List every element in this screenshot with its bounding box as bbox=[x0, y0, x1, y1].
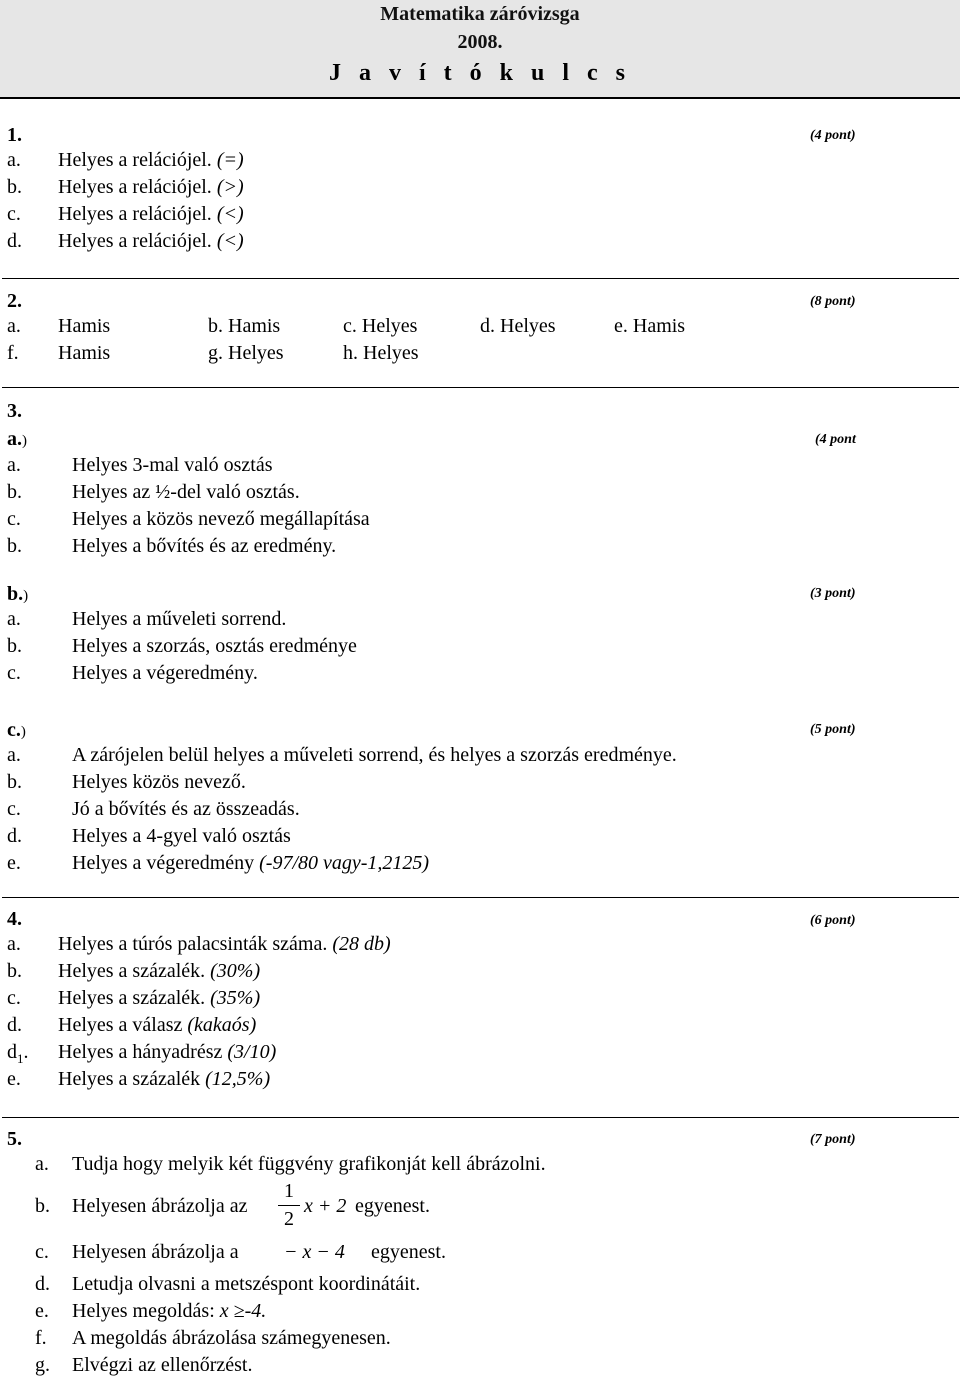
s3a-label: a.) bbox=[7, 428, 27, 450]
s2-cell: c. Helyes bbox=[343, 315, 418, 337]
s3a-item-text: Helyes 3-mal való osztás bbox=[72, 454, 273, 476]
s5-item-text: Letudja olvasni a metszéspont koordinátáit. bbox=[72, 1273, 421, 1295]
s4-item-text: Helyes a százalék (12,5%) bbox=[58, 1068, 271, 1090]
section-5-number: 5. bbox=[7, 1128, 22, 1150]
section-divider bbox=[2, 278, 959, 279]
s3a-item-text: Helyes a bővítés és az eredmény. bbox=[72, 535, 337, 557]
s4-item-letter: d. bbox=[7, 1014, 22, 1036]
s5-item-text: A megoldás ábrázolása számegyenesen. bbox=[72, 1327, 391, 1349]
s3c-item-text: Helyes a 4-gyel való osztás bbox=[72, 825, 291, 847]
section-1-points: (4 pont) bbox=[810, 128, 856, 143]
math-expression: x + 2 bbox=[304, 1195, 347, 1217]
s1-item-text: Helyes a relációjel. (<) bbox=[58, 203, 244, 225]
section-2-number: 2. bbox=[7, 290, 22, 312]
s3b-item-letter: b. bbox=[7, 635, 22, 657]
s3a-item-letter: b. bbox=[7, 481, 22, 503]
s3a-item-letter: b. bbox=[7, 535, 22, 557]
s5-item-text: Tudja hogy melyik két függvény grafikonját kell ábrázolni. bbox=[72, 1153, 546, 1175]
s5-item-text: Helyesen ábrázolja a bbox=[72, 1241, 239, 1263]
section-1-number: 1. bbox=[7, 124, 22, 146]
s5-item-tail: egyenest. bbox=[355, 1195, 430, 1217]
s3c-item-text: Jó a bővítés és az összeadás. bbox=[72, 798, 300, 820]
s2-cell: g. Helyes bbox=[208, 342, 284, 364]
s1-item-letter: d. bbox=[7, 230, 22, 252]
s1-item-text: Helyes a relációjel. (=) bbox=[58, 149, 244, 171]
s5-item-letter: e. bbox=[35, 1300, 49, 1322]
answer-key-title: J a v í t ó k u l c s bbox=[328, 60, 631, 86]
s1-item-letter: b. bbox=[7, 176, 22, 198]
s3c-label: c.) bbox=[7, 719, 26, 741]
s4-item-letter: b. bbox=[7, 960, 22, 982]
section-divider bbox=[2, 897, 959, 898]
s4-item-text: Helyes a válasz (kakaós) bbox=[58, 1014, 257, 1036]
s3c-item-letter: e. bbox=[7, 852, 21, 874]
s1-item-letter: a. bbox=[7, 149, 21, 171]
s2-cell: f. bbox=[7, 342, 19, 364]
s5-item-letter: g. bbox=[35, 1354, 50, 1376]
s3c-item-letter: b. bbox=[7, 771, 22, 793]
s5-item-letter: c. bbox=[35, 1241, 49, 1263]
section-3-number: 3. bbox=[7, 400, 22, 422]
s5-item-text: Helyesen ábrázolja az bbox=[72, 1195, 248, 1217]
s3b-item-text: Helyes a végeredmény. bbox=[72, 662, 258, 684]
s4-item-letter: e. bbox=[7, 1068, 21, 1090]
section-divider bbox=[2, 1117, 959, 1118]
s3b-points: (3 pont) bbox=[810, 586, 856, 601]
s3c-item-letter: c. bbox=[7, 798, 21, 820]
s2-cell: d. Helyes bbox=[480, 315, 556, 337]
s4-item-text: Helyes a hányadrész (3/10) bbox=[58, 1041, 277, 1063]
s3a-item-letter: c. bbox=[7, 508, 21, 530]
exam-year: 2008. bbox=[457, 31, 503, 53]
s3a-points: (4 pont bbox=[815, 432, 856, 447]
s2-cell: e. Hamis bbox=[614, 315, 686, 337]
section-2-points: (8 pont) bbox=[810, 294, 856, 309]
s3c-item-text: Helyes a végeredmény (-97/80 vagy-1,2125) bbox=[72, 852, 430, 874]
section-4-points: (6 pont) bbox=[810, 913, 856, 928]
s3c-points: (5 pont) bbox=[810, 722, 856, 737]
s3c-item-text: Helyes közös nevező. bbox=[72, 771, 246, 793]
document-header bbox=[0, 0, 960, 99]
section-divider bbox=[2, 387, 959, 388]
s5-item-letter: a. bbox=[35, 1153, 49, 1175]
section-5-points: (7 pont) bbox=[810, 1132, 856, 1147]
fraction-numerator: 1 bbox=[284, 1180, 294, 1202]
s3c-item-text: A zárójelen belül helyes a műveleti sorrend, és helyes a szorzás eredménye. bbox=[72, 744, 677, 766]
s4-item-letter: $d_1$. bbox=[7, 1041, 29, 1066]
fraction-denominator: 2 bbox=[284, 1208, 294, 1230]
s2-cell: h. Helyes bbox=[343, 342, 419, 364]
s5-item-text: Elvégzi az ellenőrzést. bbox=[72, 1354, 253, 1376]
s4-item-letter: a. bbox=[7, 933, 21, 955]
s3c-item-letter: d. bbox=[7, 825, 22, 847]
s4-item-letter: c. bbox=[7, 987, 21, 1009]
s5-item-text: Helyes megoldás: x ≥-4. bbox=[72, 1300, 267, 1322]
s3b-label: b.) bbox=[7, 583, 29, 605]
s3a-item-letter: a. bbox=[7, 454, 21, 476]
fraction-bar bbox=[278, 1205, 300, 1206]
s2-cell: Hamis bbox=[58, 342, 111, 364]
exam-title: Matematika záróvizsga bbox=[380, 3, 580, 25]
s3b-item-letter: c. bbox=[7, 662, 21, 684]
s5-item-letter: b. bbox=[35, 1195, 50, 1217]
s3b-item-letter: a. bbox=[7, 608, 21, 630]
s3a-item-text: Helyes a közös nevező megállapítása bbox=[72, 508, 370, 530]
s5-item-letter: f. bbox=[35, 1327, 47, 1349]
s3b-item-text: Helyes a műveleti sorrend. bbox=[72, 608, 287, 630]
section-4-number: 4. bbox=[7, 908, 22, 930]
s4-item-text: Helyes a túrós palacsinták száma. (28 db) bbox=[58, 933, 391, 955]
s3a-item-text: Helyes az ½-del való osztás. bbox=[72, 481, 300, 503]
s3b-item-text: Helyes a szorzás, osztás eredménye bbox=[72, 635, 357, 657]
s2-cell: a. bbox=[7, 315, 21, 337]
s5-item-tail: egyenest. bbox=[371, 1241, 446, 1263]
s5-item-letter: d. bbox=[35, 1273, 50, 1295]
s3c-item-letter: a. bbox=[7, 744, 21, 766]
s2-cell: Hamis bbox=[58, 315, 111, 337]
s2-cell: b. Hamis bbox=[208, 315, 281, 337]
s1-item-letter: c. bbox=[7, 203, 21, 225]
s1-item-text: Helyes a relációjel. (<) bbox=[58, 230, 244, 252]
s4-item-text: Helyes a százalék. (30%) bbox=[58, 960, 261, 982]
s4-item-text: Helyes a százalék. (35%) bbox=[58, 987, 261, 1009]
s1-item-text: Helyes a relációjel. (>) bbox=[58, 176, 244, 198]
math-expression: − x − 4 bbox=[284, 1241, 345, 1263]
